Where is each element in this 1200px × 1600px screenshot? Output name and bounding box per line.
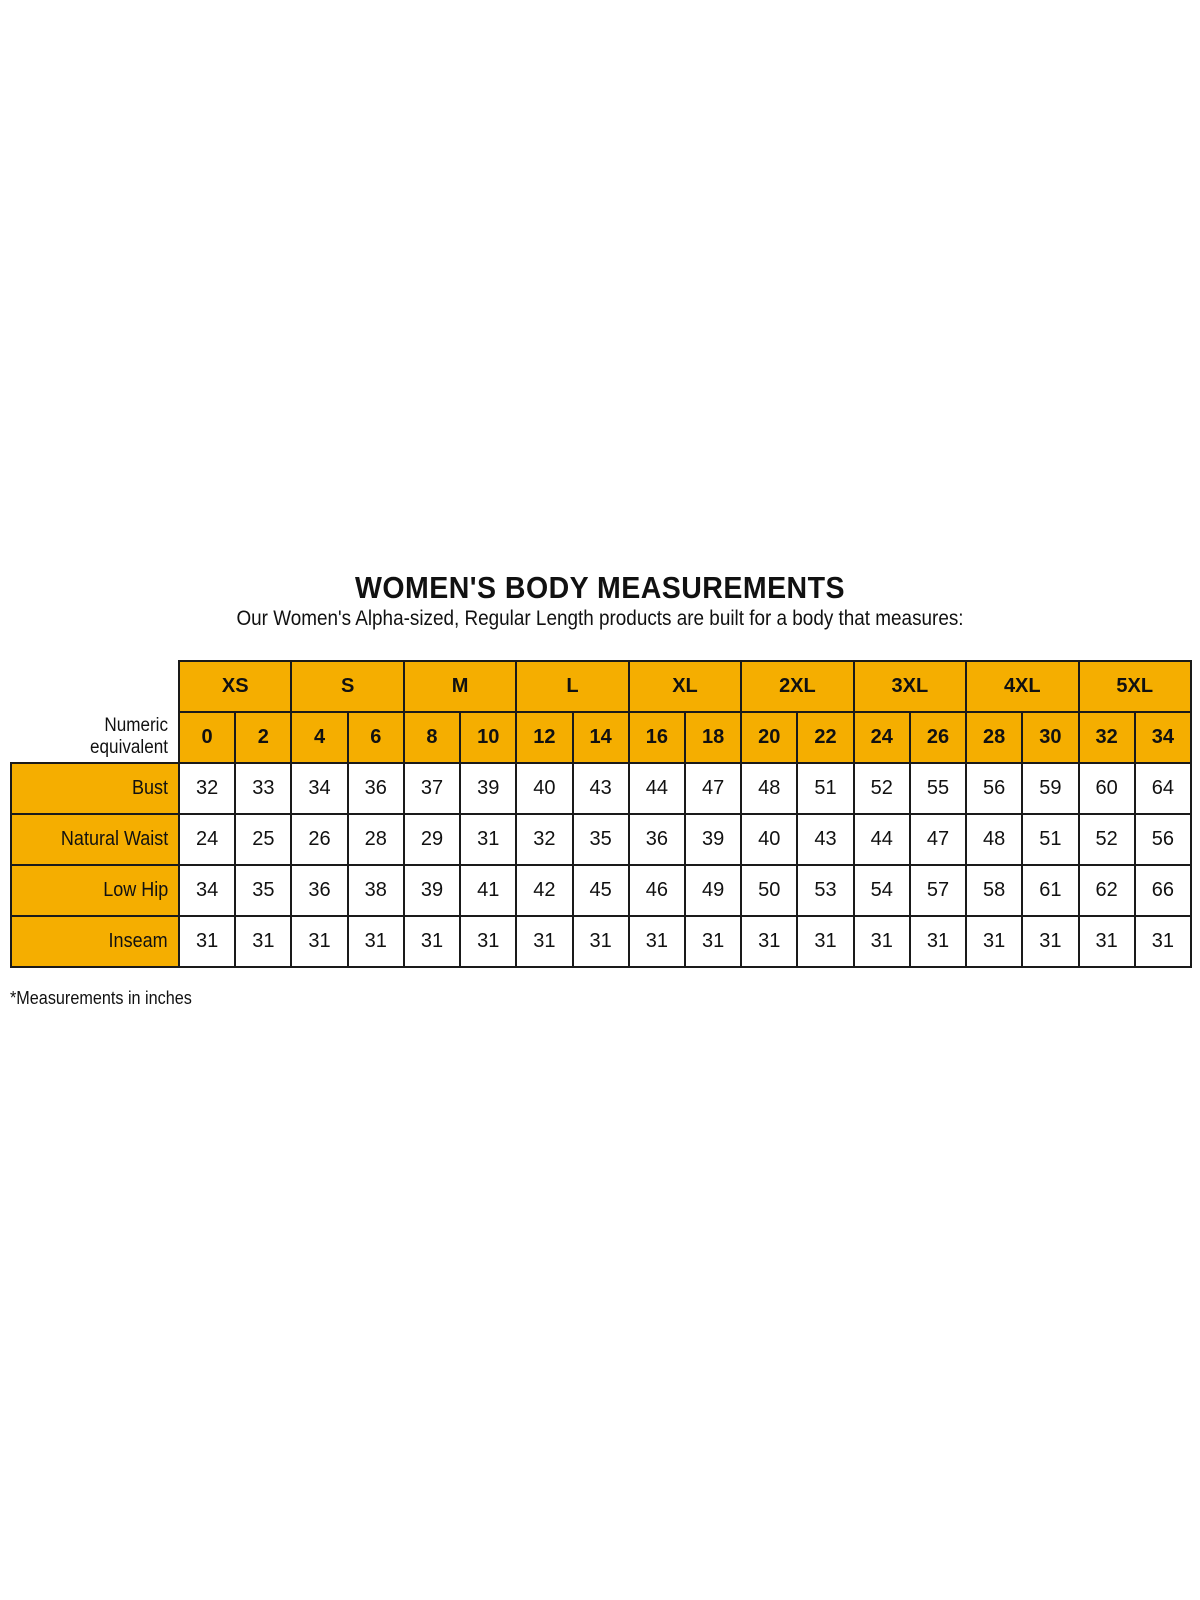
table-cell: 52 [1079,814,1135,865]
table-cell: 56 [966,763,1022,814]
table-cell: 28 [348,814,404,865]
table-cell: 29 [404,814,460,865]
row-label: Natural Waist [11,814,179,865]
table-cell: 31 [573,916,629,967]
table-cell: 31 [235,916,291,967]
table-cell: 50 [741,865,797,916]
table-cell: 31 [854,916,910,967]
table-cell: 48 [966,814,1022,865]
table-cell: 55 [910,763,966,814]
numeric-size-header: 22 [797,712,853,763]
measurement-rows [11,763,1191,967]
alpha-size-header: 5XL [1079,661,1192,712]
numeric-size-header: 32 [1079,712,1135,763]
table-cell: 61 [1022,865,1078,916]
table-row [11,814,1191,865]
numeric-size-header: 16 [629,712,685,763]
table-cell: 31 [404,916,460,967]
table-cell: 31 [348,916,404,967]
row-label: Inseam [11,916,179,967]
table-cell: 31 [629,916,685,967]
table-cell: 46 [629,865,685,916]
page-title: WOMEN'S BODY MEASUREMENTS [355,570,845,605]
alpha-size-header: 4XL [966,661,1078,712]
table-cell: 41 [460,865,516,916]
table-cell: 31 [460,814,516,865]
table-cell: 32 [179,763,235,814]
table-cell: 40 [741,814,797,865]
table-cell: 31 [685,916,741,967]
numeric-size-header: 2 [235,712,291,763]
table-cell: 45 [573,865,629,916]
table-cell: 35 [235,865,291,916]
numeric-size-header: 34 [1135,712,1191,763]
numeric-size-header: 18 [685,712,741,763]
table-cell: 31 [179,916,235,967]
table-cell: 49 [685,865,741,916]
alpha-size-header: XS [179,661,291,712]
page-subtitle: Our Women's Alpha-sized, Regular Length products are built for a body that measures: [236,607,964,630]
table-cell: 31 [516,916,572,967]
table-cell: 51 [1022,814,1078,865]
table-cell: 47 [685,763,741,814]
table-cell: 44 [629,763,685,814]
table-cell: 31 [797,916,853,967]
alpha-size-header: XL [629,661,741,712]
alpha-size-header: S [291,661,403,712]
table-cell: 32 [516,814,572,865]
table-cell: 36 [291,865,347,916]
table-cell: 44 [854,814,910,865]
footnote: *Measurements in inches [10,988,192,1008]
table-cell: 54 [854,865,910,916]
table-cell: 35 [573,814,629,865]
numeric-size-header: 8 [404,712,460,763]
alpha-size-header: 3XL [854,661,966,712]
table-cell: 64 [1135,763,1191,814]
size-chart-table [10,660,1192,968]
table-cell: 31 [1135,916,1191,967]
table-cell: 39 [460,763,516,814]
alpha-size-header: 2XL [741,661,853,712]
numeric-size-header: 20 [741,712,797,763]
table-cell: 66 [1135,865,1191,916]
numeric-size-header: 30 [1022,712,1078,763]
table-cell: 38 [348,865,404,916]
table-cell: 47 [910,814,966,865]
table-cell: 39 [685,814,741,865]
table-cell: 53 [797,865,853,916]
numeric-size-header: 14 [573,712,629,763]
alpha-size-row [11,661,1191,712]
table-cell: 58 [966,865,1022,916]
table-cell: 43 [797,814,853,865]
table-cell: 62 [1079,865,1135,916]
numeric-size-header: 10 [460,712,516,763]
numeric-size-header: 28 [966,712,1022,763]
table-cell: 33 [235,763,291,814]
table-row [11,763,1191,814]
table-cell: 31 [291,916,347,967]
table-cell: 34 [291,763,347,814]
table-cell: 60 [1079,763,1135,814]
table-cell: 31 [1022,916,1078,967]
table-cell: 56 [1135,814,1191,865]
table-cell: 51 [797,763,853,814]
table-cell: 59 [1022,763,1078,814]
table-cell: 26 [291,814,347,865]
numeric-size-header: 6 [348,712,404,763]
numeric-size-header: 4 [291,712,347,763]
numeric-size-header: 12 [516,712,572,763]
table-cell: 25 [235,814,291,865]
numeric-size-row [11,712,1191,763]
table-cell: 31 [741,916,797,967]
table-cell: 24 [179,814,235,865]
table-cell: 39 [404,865,460,916]
table-row [11,865,1191,916]
table-cell: 31 [460,916,516,967]
table-cell: 37 [404,763,460,814]
table-cell: 40 [516,763,572,814]
table-cell: 52 [854,763,910,814]
table-cell: 48 [741,763,797,814]
row-label: Bust [11,763,179,814]
numeric-size-header: 0 [179,712,235,763]
table-cell: 31 [1079,916,1135,967]
alpha-size-header: M [404,661,516,712]
alpha-size-header: L [516,661,628,712]
table-cell: 31 [910,916,966,967]
table-cell: 43 [573,763,629,814]
table-cell: 57 [910,865,966,916]
corner-blank [11,661,179,712]
numeric-size-header: 24 [854,712,910,763]
numeric-size-header: 26 [910,712,966,763]
table-cell: 34 [179,865,235,916]
table-row [11,916,1191,967]
table-cell: 36 [348,763,404,814]
row-label: Low Hip [11,865,179,916]
table-cell: 31 [966,916,1022,967]
table-cell: 36 [629,814,685,865]
numeric-equivalent-label: Numeric equivalent [11,712,179,763]
table-cell: 42 [516,865,572,916]
